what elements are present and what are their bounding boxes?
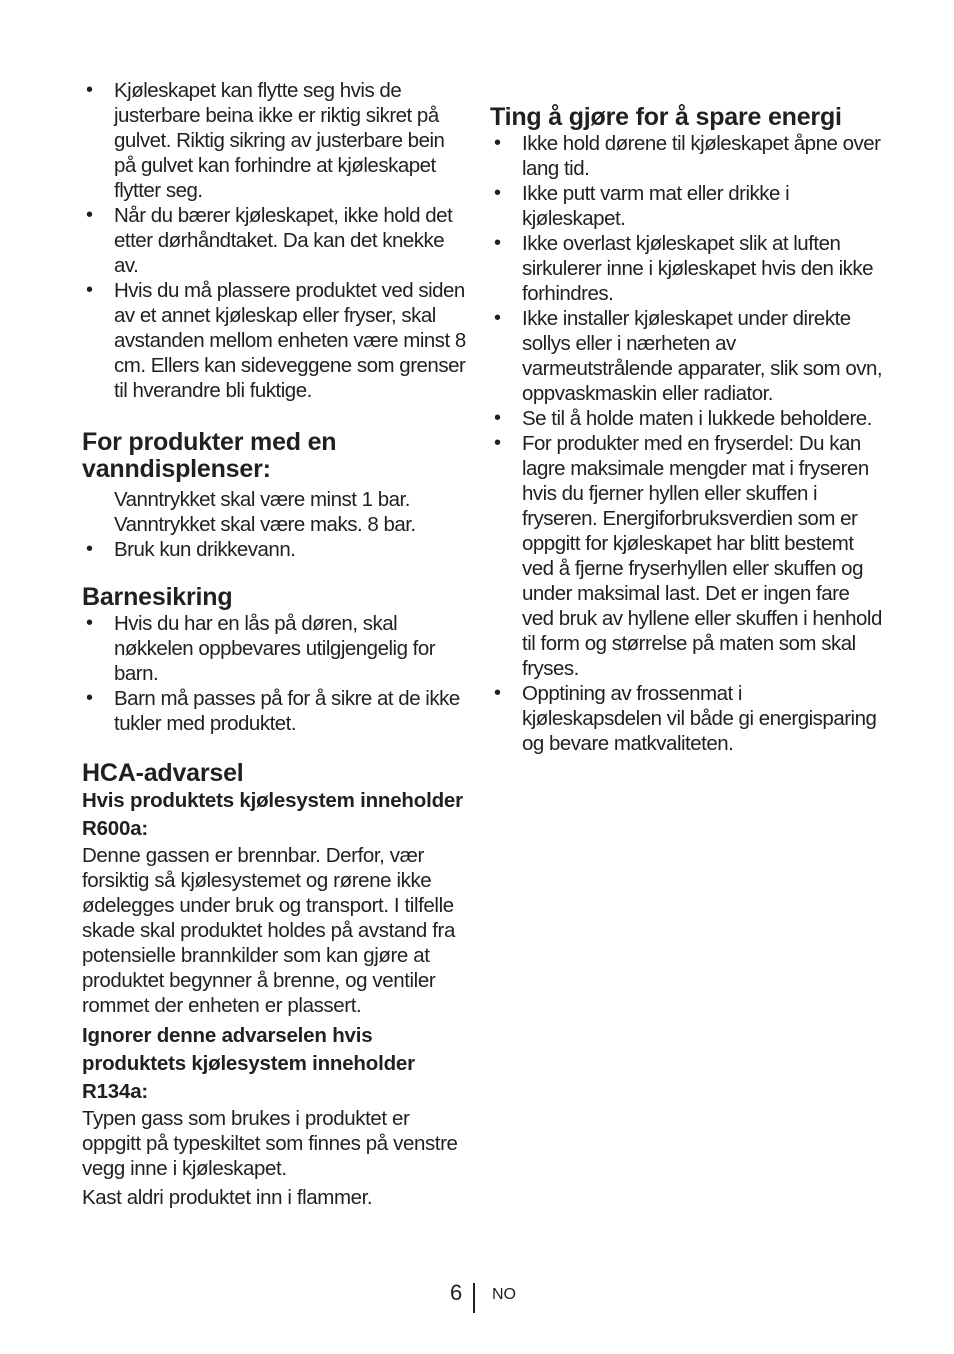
list-item: • Ikke hold dørene til kjøleskapet åpne over lang tid. — [490, 131, 885, 181]
right-column — [490, 104, 885, 756]
water-pressure-max: Vanntrykket skal være maks. 8 bar. — [114, 513, 416, 536]
list-item: • For produkter med en fryserdel: Du kan lagre maksimale mengder mat i fryseren hvis du fjerner hyllen eller skuffen i fryseren. Energiforbruksverdien som er oppgitt for kjøleskapet har blitt bestemt ved å fjerne fryserhyllen eller skuffen og under maksimal last. Det er ingen fare ved bruk av hyllene eller skuffen i henhold til form og størrelse på maten som skal fryses. — [490, 431, 885, 681]
hca-r134a-subheading: Ignorer denne advarselen hvis produktets kjølesystem inneholder R134a: — [82, 1024, 415, 1103]
left-column — [82, 78, 467, 1210]
child-lock-bullet-list — [82, 611, 467, 736]
list-item: • Hvis du må plassere produktet ved siden av et annet kjøleskap eller fryser, skal avstanden mellom enheten være minst 8 cm. Ellers kan sideveggene som grenser til hverandre bli fuktige. — [82, 278, 467, 403]
list-item: • Ikke installer kjøleskapet under direkte sollys eller i nærheten av varmeutstrålende apparater, slik som ovn, oppvaskmaskin eller radiator. — [490, 306, 885, 406]
energy-saving-bullet-list — [490, 131, 885, 756]
hca-r600a-subheading: Hvis produktets kjølesystem inneholder R600a: — [82, 789, 463, 840]
list-item: • Når du bærer kjøleskapet, ikke hold det etter dørhåndtaket. Da kan det knekke av. — [82, 203, 467, 278]
list-item: • Opptining av frossenmat i kjøleskapsdelen vil både gi energisparing og bevare matkvaliteten. — [490, 681, 885, 756]
hca-warning-heading: HCA-advarsel — [82, 759, 244, 787]
energy-saving-heading: Ting å gjøre for å spare energi — [490, 103, 842, 131]
list-item: • Hvis du har en lås på døren, skal nøkkelen oppbevares utilgjengelig for barn. — [82, 611, 467, 686]
hca-flame-warning: Kast aldri produktet inn i flammer. — [82, 1186, 373, 1209]
list-item: • Ikke overlast kjøleskapet slik at luften sirkulerer inne i kjøleskapet hvis den ikke forhindres. — [490, 231, 885, 306]
intro-bullet-list — [82, 78, 467, 403]
footer-divider — [473, 1283, 475, 1313]
list-item: • Kjøleskapet kan flytte seg hvis de justerbare beina ikke er riktig sikret på gulvet. Riktig sikring av justerbare bein på gulvet kan forhindre at kjøleskapet flytter seg. — [82, 78, 467, 203]
list-item: • Se til å holde maten i lukkede beholdere. — [490, 406, 885, 431]
water-bullet-list — [82, 537, 467, 562]
list-item: • Bruk kun drikkevann. — [82, 537, 467, 562]
language-code: NO — [492, 1286, 516, 1303]
page-number: 6 — [450, 1280, 463, 1305]
list-item: • Ikke putt varm mat eller drikke i kjøleskapet. — [490, 181, 885, 231]
water-pressure-min: Vanntrykket skal være minst 1 bar. — [114, 488, 410, 511]
hca-r600a-paragraph: Denne gassen er brennbar. Derfor, vær forsiktig så kjølesystemet og rørene ikke ødelegges under bruk og transport. I tilfelle skade skal produktet holdes på avstand fra potensielle brannkilder som kan gjøre at produktet begynner å brenne, og ventiler rommet der enheten er plassert. — [82, 844, 455, 1017]
hca-r134a-paragraph: Typen gass som brukes i produktet er oppgitt på typeskiltet som finnes på venstre vegg inne i kjøleskapet. — [82, 1107, 458, 1180]
list-item: • Barn må passes på for å sikre at de ikke tukler med produktet. — [82, 686, 467, 736]
child-lock-heading: Barnesikring — [82, 583, 233, 611]
water-dispenser-heading: For produkter med en vanndisplenser: — [82, 428, 337, 483]
